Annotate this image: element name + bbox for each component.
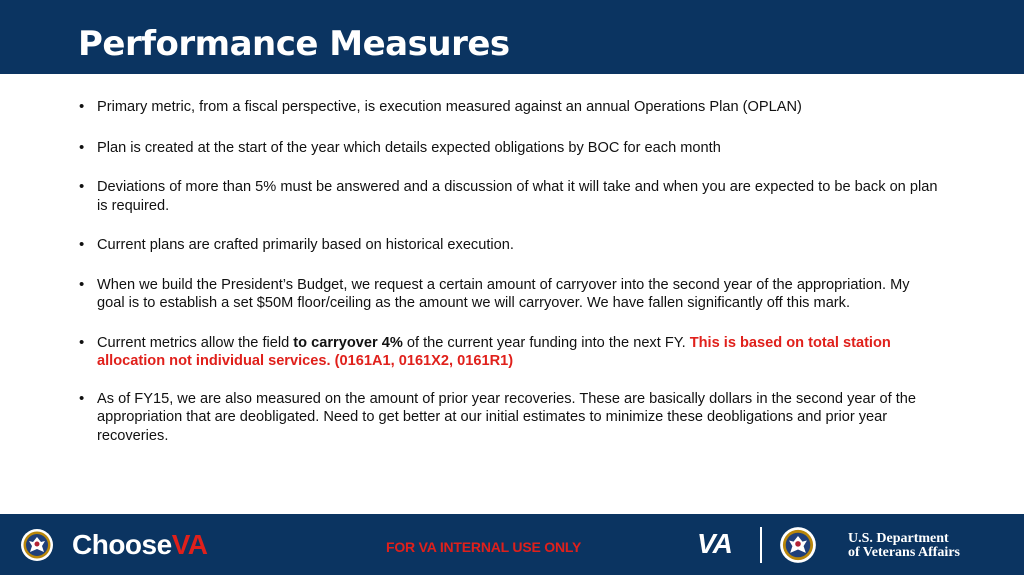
va-seal-icon — [20, 528, 54, 562]
metrics-text-pre: Current metrics allow the field — [97, 334, 294, 351]
page-title: Performance Measures — [78, 24, 510, 64]
bullet-oplan: • Primary metric, from a fiscal perspective, is execution measured against an annual Operations Plan (OPLAN) — [78, 98, 938, 117]
dept-name — [848, 532, 960, 560]
choose-text: Choose — [72, 529, 172, 560]
va-seal-icon — [779, 526, 817, 564]
logo-divider — [760, 527, 762, 563]
dept-line-2: of Veterans Affairs — [848, 545, 960, 560]
bullet-current-plans: • Current plans are crafted primarily based on historical execution. — [78, 236, 938, 255]
bullet-presidents-budget: • When we build the President’s Budget, we request a certain amount of carryover into the second year of the appropriation. My goal is to establish a set $50M floor/ceiling as the amount we will carryover. We have fallen significantly off this mark. — [78, 276, 938, 313]
footer-bar — [0, 514, 1024, 575]
choose-va-text: VA — [171, 529, 208, 560]
bullet-recoveries: • As of FY15, we are also measured on the amount of prior year recoveries. These are basically dollars in the second year of the appropriation that are deobligated. Need to get better at our initial estimates to minimize these deobligations and prior year recoveries. — [78, 390, 938, 446]
bullet-deviations: • Deviations of more than 5% must be answered and a discussion of what it will take and when you are expected to be back on plan is required. — [78, 178, 938, 215]
bullet-current-metrics — [78, 334, 938, 371]
metrics-text-red: This is based on total station allocation not individual services. (0161A1, 0161X2, 0161R1) — [97, 334, 891, 369]
bullet-plan-created: • Plan is created at the start of the year which details expected obligations by BOC for each month — [78, 139, 938, 158]
metrics-text-mid: of the current year funding into the next FY. — [402, 334, 690, 351]
va-wordmark: VA — [697, 528, 732, 559]
bullet-list — [78, 98, 938, 445]
internal-use-notice: FOR VA INTERNAL USE ONLY — [386, 539, 582, 555]
choose-va-logo — [72, 527, 208, 563]
title-bar — [0, 0, 1024, 74]
dept-line-1: U.S. Department — [848, 531, 949, 546]
metrics-text-bold: to carryover 4% — [293, 334, 403, 351]
